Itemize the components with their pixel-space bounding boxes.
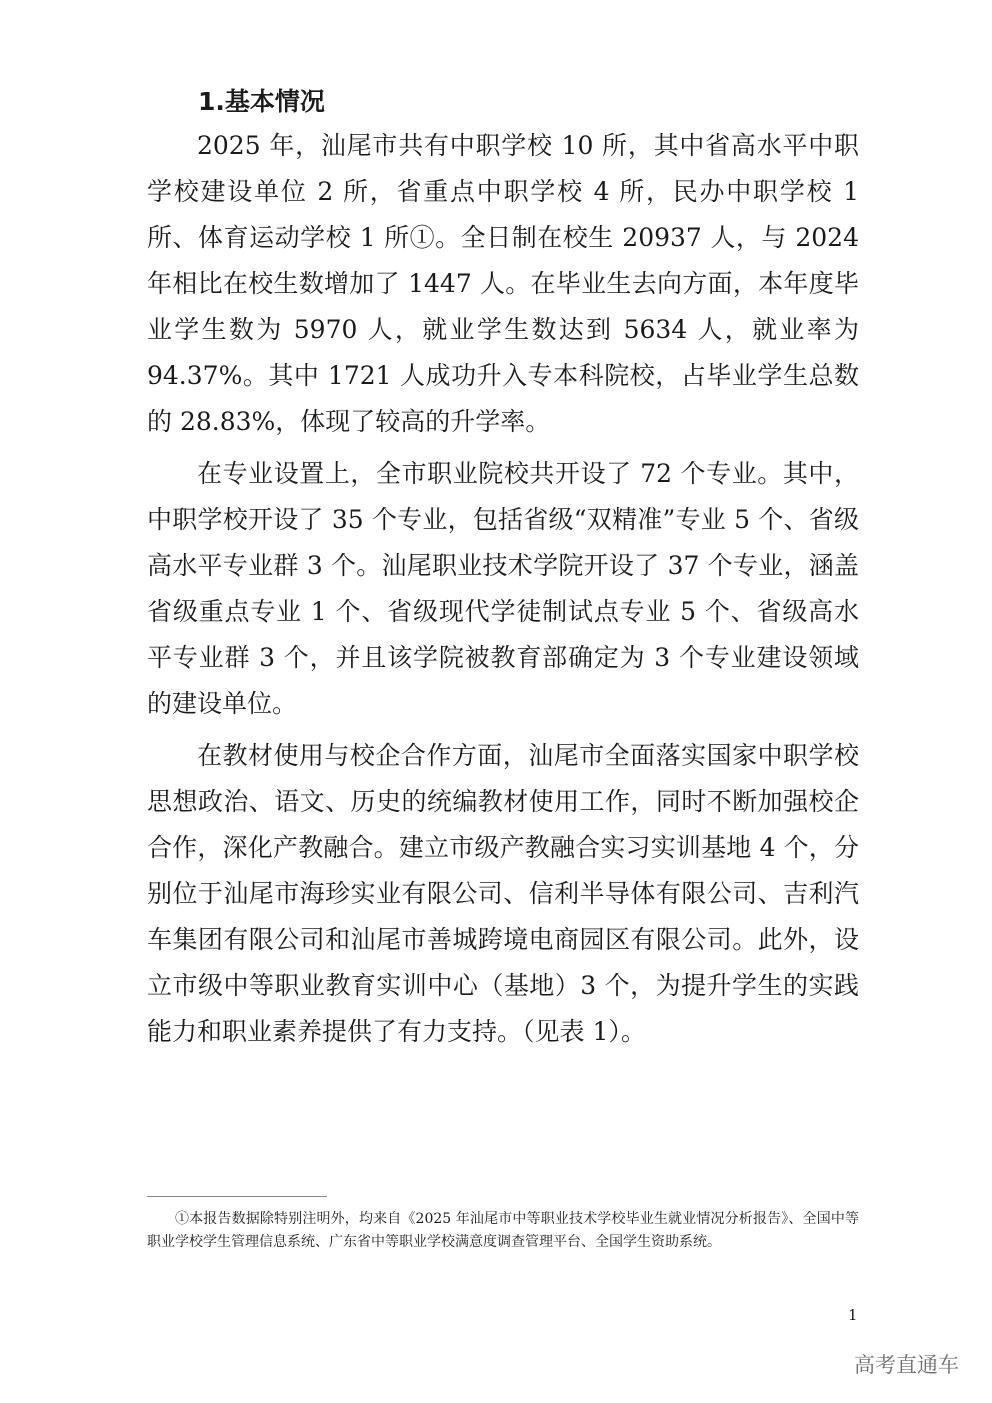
footnote-divider — [147, 1196, 327, 1197]
section-heading: 1.基本情况 — [198, 87, 325, 116]
footnote: ①本报告数据除特别注明外，均来自《2025 年汕尾市中等职业技术学校毕业生就业情况分析报告》、全国中等职业学校学生管理信息系统、广东省中等职业学校满意度调查管理平台、全国学生资助系统。 — [147, 1211, 859, 1250]
paragraph-major-settings: 在专业设置上，全市职业院校共开设了 72 个专业。其中，中职学校开设了 35 个专业，包括省级“双精准”专业 5 个、省级高水平专业群 3 个。汕尾职业技术学院开设了 37 个专业，涵盖省级重点专业 1 个、省级现代学徒制试点专业 5 个、省级高水平专业群 3 个，并且该学院被教育部确定为 3 个专业建设领域的建设单位。 — [147, 459, 859, 718]
paragraph-school-enterprise-cooperation: 在教材使用与校企合作方面，汕尾市全面落实国家中职学校思想政治、语文、历史的统编教材使用工作，同时不断加强校企合作，深化产教融合。建立市级产教融合实习实训基地 4 个，分别位于汕尾市海珍实业有限公司、信利半导体有限公司、吉利汽车集团有限公司和汕尾市善城跨境电商园区有限公司。此外，设立市级中等职业教育实训中心（基地）3 个，为提升学生的实践能力和职业素养提供了有力支持。（见表 1）。 — [147, 741, 859, 1046]
watermark: 高考直通车 — [854, 1353, 959, 1377]
paragraph-basic-overview: 2025 年，汕尾市共有中职学校 10 所，其中省高水平中职学校建设单位 2 所，省重点中职学校 4 所，民办中职学校 1 所、体育运动学校 1 所①。全日制在校生 20937 人，与 2024 年相比在校生数增加了 1447 人。在毕业生去向方面，本年度毕业学生数为 5970 人，就业学生数达到 5634 人，就业率为 94.37%。其中 1721 人成功升入专本科院校，占毕业学生总数的 28.83%，体现了较高的升学率。 — [147, 131, 859, 436]
page-number: 1 — [848, 1306, 858, 1324]
